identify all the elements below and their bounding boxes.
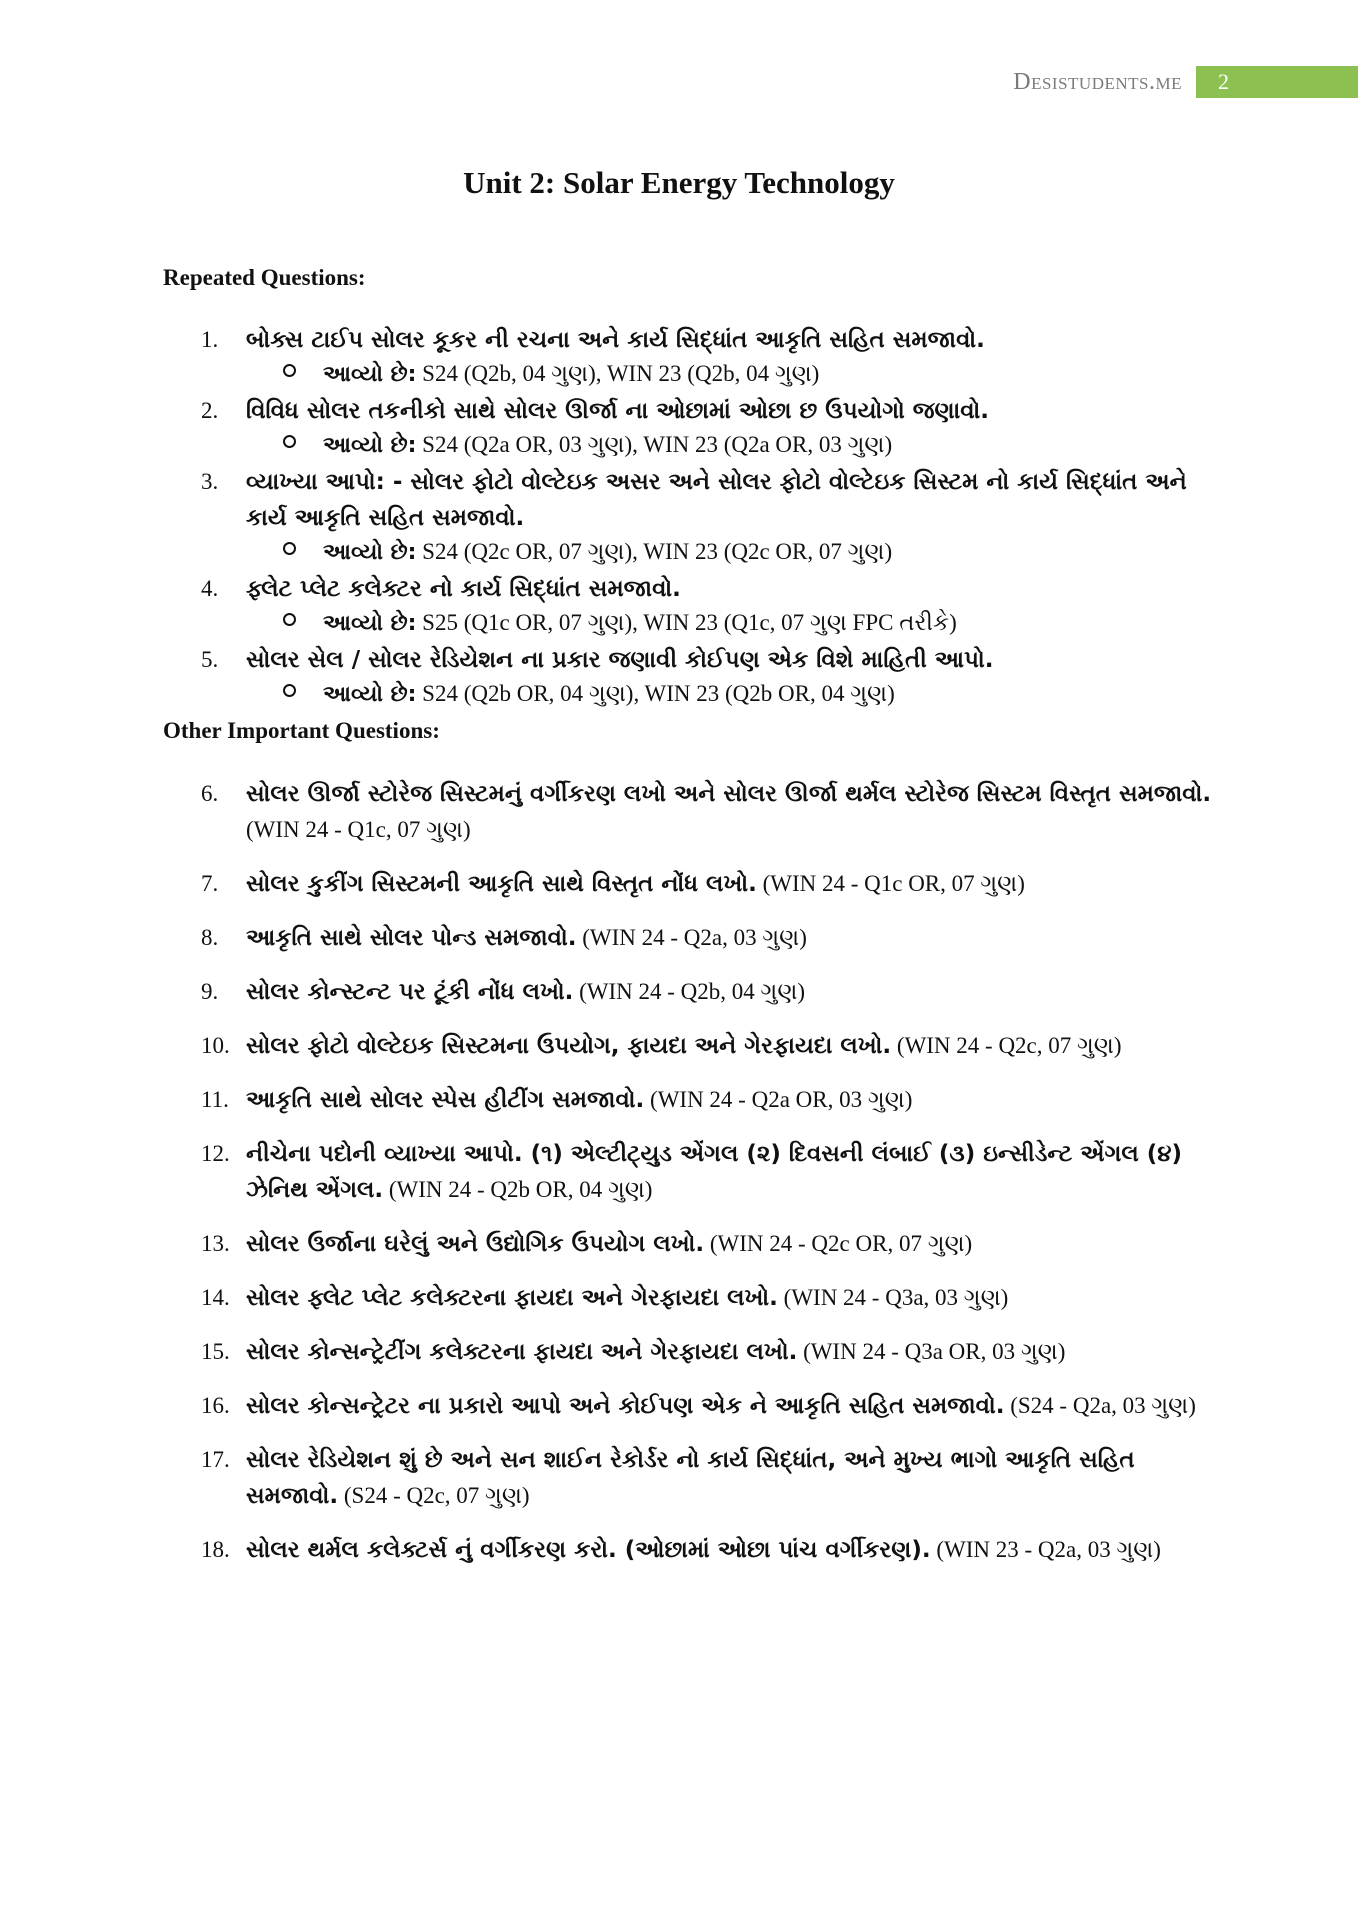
asked-label: આવ્યો છે:	[323, 682, 417, 707]
repeated-list	[163, 322, 1223, 713]
repeated-heading: Repeated Questions:	[163, 265, 366, 290]
question-number: 13.	[201, 1231, 230, 1256]
list-item	[163, 1028, 1223, 1064]
list-item	[163, 1442, 1223, 1514]
list-item	[163, 1388, 1223, 1424]
question-number: 10.	[201, 1033, 230, 1058]
question-text: સોલર ઊર્જા સ્ટોરેજ સિસ્ટમનું વર્ગીકરણ લખો અને સોલર ઊર્જા થર્મલ સ્ટોરેજ સિસ્ટમ વિસ્તૃત સમજાવો.	[246, 781, 1212, 807]
circle-bullet-icon	[283, 435, 296, 448]
question-text: સોલર ફોટો વોલ્ટેઇક સિસ્ટમના ઉપયોગ, ફાયદા અને ગેરફાયદા લખો.	[246, 1033, 892, 1059]
question-text: સોલર કોન્સન્ટ્રેટીંગ કલેક્ટરના ફાયદા અને ગેરફાયદા લખો.	[246, 1339, 798, 1365]
asked-detail: S24 (Q2c OR, 07 ગુણ), WIN 23 (Q2c OR, 07 ગુણ)	[416, 539, 893, 564]
question-text: સોલર કુકીંગ સિસ્ટમની આકૃતિ સાથે વિસ્તૃત નોંધ લખો.	[246, 871, 757, 897]
page-number: 2	[1196, 66, 1358, 98]
question-text: સોલર કોન્સન્ટ્રેટર ના પ્રકારો આપો અને કોઈપણ એક ને આકૃતિ સહિત સમજાવો.	[246, 1393, 1005, 1419]
other-heading: Other Important Questions:	[163, 718, 440, 743]
circle-bullet-icon	[283, 364, 296, 377]
question-number: 7.	[201, 871, 219, 896]
question-number: 6.	[201, 781, 219, 806]
question-reference: (S24 - Q2a, 03 ગુણ)	[1004, 1393, 1196, 1418]
question-text: સોલર ફ્લેટ પ્લેટ કલેક્ટરના ફાયદા અને ગેરફાયદા લખો.	[246, 1285, 778, 1311]
question-text: સોલર થર્મલ કલેક્ટર્સ નું વર્ગીકરણ કરો. (ઓછામાં ઓછા પાંચ વર્ગીકરણ).	[246, 1537, 931, 1563]
question-reference: (WIN 24 - Q2a OR, 03 ગુણ)	[644, 1087, 913, 1112]
asked-label: આવ્યો છે:	[323, 433, 417, 458]
question-number: 4.	[201, 576, 219, 601]
question-number: 16.	[201, 1393, 230, 1418]
list-item	[163, 1532, 1223, 1568]
asked-line	[163, 607, 1223, 640]
question-text: વ્યાખ્યા આપો: - સોલર ફોટો વોલ્ટેઇક અસર અને સોલર ફોટો વોલ્ટેઇક સિસ્ટમ નો કાર્ય સિદ્ધાંત અને કાર્ય આકૃતિ સહિત સમજાવો.	[246, 469, 1187, 531]
list-item	[163, 1136, 1223, 1208]
list-item	[163, 571, 1223, 607]
list-item	[163, 1226, 1223, 1262]
list-item	[163, 1280, 1223, 1316]
asked-line	[163, 536, 1223, 569]
list-item	[163, 464, 1223, 536]
question-reference: (WIN 24 - Q3a OR, 03 ગુણ)	[797, 1339, 1066, 1364]
asked-line	[163, 429, 1223, 462]
question-number: 3.	[201, 469, 219, 494]
page-title: Unit 2: Solar Energy Technology	[463, 165, 895, 200]
list-item	[163, 322, 1223, 358]
question-reference: (WIN 23 - Q2a, 03 ગુણ)	[930, 1537, 1161, 1562]
question-text: સોલર ઉર્જાના ઘરેલું અને ઉદ્યોગિક ઉપયોગ લખો.	[246, 1231, 705, 1257]
question-number: 17.	[201, 1447, 230, 1472]
list-item	[163, 393, 1223, 429]
question-number: 9.	[201, 979, 219, 1004]
question-number: 15.	[201, 1339, 230, 1364]
question-text: સોલર રેડિયેશન શું છે અને સન શાઈન રેકોર્ડર નો કાર્ય સિદ્ધાંત, અને મુખ્ય ભાગો આકૃતિ સહિત સમજાવો.	[246, 1447, 1135, 1509]
question-number: 5.	[201, 647, 219, 672]
question-reference: (WIN 24 - Q2a, 03 ગુણ)	[576, 925, 807, 950]
question-reference: (S24 - Q2c, 07 ગુણ)	[338, 1483, 530, 1508]
question-reference: (WIN 24 - Q2b, 04 ગુણ)	[573, 979, 806, 1004]
asked-label: આવ્યો છે:	[323, 362, 417, 387]
list-item	[163, 1334, 1223, 1370]
asked-detail: S25 (Q1c OR, 07 ગુણ), WIN 23 (Q1c, 07 ગુણ FPC તરીકે)	[416, 610, 957, 635]
question-number: 2.	[201, 398, 219, 423]
question-number: 12.	[201, 1141, 230, 1166]
circle-bullet-icon	[283, 542, 296, 555]
asked-label: આવ્યો છે:	[323, 611, 417, 636]
list-item	[163, 642, 1223, 678]
question-number: 8.	[201, 925, 219, 950]
list-item	[163, 974, 1223, 1010]
page-header	[1013, 66, 1358, 98]
question-reference: (WIN 24 - Q2c OR, 07 ગુણ)	[704, 1231, 973, 1256]
list-item	[163, 920, 1223, 956]
asked-detail: S24 (Q2a OR, 03 ગુણ), WIN 23 (Q2a OR, 03 ગુણ)	[416, 432, 893, 457]
question-text: સોલર કોન્સ્ટન્ટ પર ટૂંકી નોંધ લખો.	[246, 979, 574, 1005]
question-text: વિવિધ સોલર તકનીકો સાથે સોલર ઊર્જા ના ઓછામાં ઓછા છ ઉપયોગો જણાવો.	[246, 398, 990, 424]
question-reference: (WIN 24 - Q1c OR, 07 ગુણ)	[756, 871, 1025, 896]
question-number: 14.	[201, 1285, 230, 1310]
question-text: આકૃતિ સાથે સોલર સ્પેસ હીટીંગ સમજાવો.	[246, 1087, 645, 1113]
question-text: નીચેના પદોની વ્યાખ્યા આપો. (૧) એલ્ટીટ્યુડ એંગલ (૨) દિવસની લંબાઈ (૩) ઇન્સીડેન્ટ એંગલ (૪) ઝેનિથ એંગલ.	[246, 1141, 1183, 1203]
circle-bullet-icon	[283, 613, 296, 626]
question-text: આકૃતિ સાથે સોલર પોન્ડ સમજાવો.	[246, 925, 577, 951]
asked-line	[163, 678, 1223, 711]
question-number: 11.	[201, 1087, 229, 1112]
circle-bullet-icon	[283, 684, 296, 697]
question-reference: (WIN 24 - Q2c, 07 ગુણ)	[891, 1033, 1122, 1058]
list-item	[163, 776, 1223, 848]
list-item	[163, 866, 1223, 902]
question-number: 18.	[201, 1537, 230, 1562]
question-reference: (WIN 24 - Q1c, 07 ગુણ)	[246, 817, 471, 842]
question-text: સોલર સેલ / સોલર રેડિયેશન ના પ્રકાર જણાવી કોઈપણ એક વિશે માહિતી આપો.	[246, 647, 994, 673]
asked-line	[163, 358, 1223, 391]
asked-label: આવ્યો છે:	[323, 540, 417, 565]
other-list	[163, 776, 1223, 1586]
asked-detail: S24 (Q2b OR, 04 ગુણ), WIN 23 (Q2b OR, 04 ગુણ)	[416, 681, 895, 706]
list-item	[163, 1082, 1223, 1118]
question-reference: (WIN 24 - Q3a, 03 ગુણ)	[777, 1285, 1009, 1310]
site-name: Desistudents.me	[1013, 69, 1182, 95]
asked-detail: S24 (Q2b, 04 ગુણ), WIN 23 (Q2b, 04 ગુણ)	[416, 361, 820, 386]
question-text: ફ્લેટ પ્લેટ કલેક્ટર નો કાર્ય સિદ્ધાંત સમજાવો.	[246, 576, 681, 602]
question-text: બોક્સ ટાઈપ સોલર કૂકર ની રચના અને કાર્ય સિદ્ધાંત આકૃતિ સહિત સમજાવો.	[246, 327, 985, 353]
question-reference: (WIN 24 - Q2b OR, 04 ગુણ)	[383, 1177, 653, 1202]
question-number: 1.	[201, 327, 219, 352]
